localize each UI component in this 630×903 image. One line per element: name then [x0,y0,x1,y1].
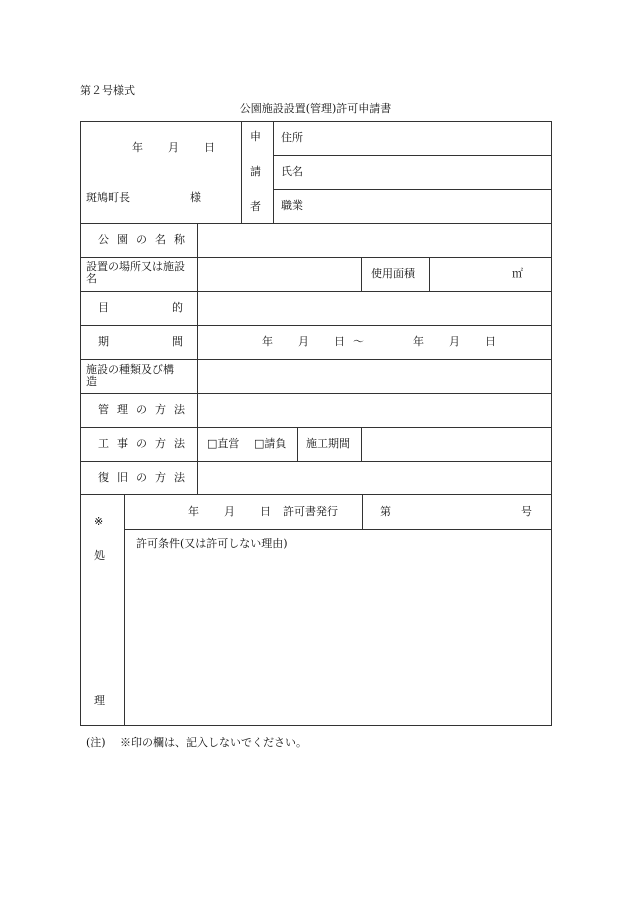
issue-day: 日 [260,505,271,518]
period-start-month: 月 [298,335,309,348]
issue-year: 年 [188,505,199,518]
office-side-char: 理 [94,694,105,707]
period-end-month: 月 [449,335,460,348]
applicant-label-char: 請 [250,165,261,178]
divider [273,121,274,223]
divider [361,427,362,462]
divider [273,155,552,156]
office-use-mark: ※ [94,515,104,528]
addressee-name: 斑鳩町長 [86,191,130,204]
table-border-left [80,121,81,726]
restoration-label-char: 方 [155,471,166,484]
table-border-right [551,121,552,726]
park-name-label-char: 公 [98,233,109,246]
addressee-honorific: 様 [190,191,201,204]
applicant-name-label: 氏名 [281,165,303,178]
facility-type-label: 施設の種類及び構造 [86,363,174,388]
divider [80,359,552,360]
divider [124,494,125,726]
date-year: 年 [132,141,143,154]
office-side-char: 処 [94,549,105,562]
divider [197,223,198,495]
divider [80,461,552,462]
restoration-label-char: 復 [98,471,109,484]
purpose-label-char: 的 [172,301,183,314]
period-start-day: 日 [334,335,345,348]
period-label-char: 期 [98,335,109,348]
permit-number-prefix: 第 [380,505,391,518]
restoration-label-char: の [136,471,147,484]
construction-period-label: 施工期間 [306,437,350,450]
divider [80,427,552,428]
construction-label-char: 工 [98,437,109,450]
period-start-year: 年 [262,335,273,348]
date-month: 月 [168,141,179,154]
divider [80,291,552,292]
construction-label-char: 事 [117,437,128,450]
applicant-occupation-label: 職業 [281,199,303,212]
divider [241,121,242,223]
form-number: 第２号様式 [80,84,135,97]
divider [80,494,552,495]
period-tilde: ～ [353,335,364,348]
park-name-label-char: 園 [117,233,128,246]
divider [297,427,298,462]
date-day: 日 [204,141,215,154]
applicant-address-label: 住所 [281,131,303,144]
issue-month: 月 [224,505,235,518]
applicant-label-char: 申 [250,130,261,143]
divider [429,257,430,292]
divider [273,189,552,190]
divider [80,393,552,394]
management-label-char: 方 [155,403,166,416]
management-label-char: の [136,403,147,416]
restoration-label-char: 法 [174,471,185,484]
park-name-label-char: の [136,233,147,246]
park-name-label-char: 称 [174,233,185,246]
construction-label-char: の [136,437,147,450]
permit-number-suffix: 号 [521,505,532,518]
form-title: 公園施設設置(管理)許可申請書 [239,102,392,115]
permit-conditions-label: 許可条件(又は許可しない理由) [136,537,288,550]
divider [80,325,552,326]
area-label: 使用面積 [371,267,415,280]
option-direct-checkbox[interactable]: □直営 [207,437,240,450]
table-border-top [80,121,552,122]
divider [361,257,362,292]
period-end-year: 年 [413,335,424,348]
divider [80,257,552,258]
period-label-char: 間 [172,335,183,348]
issue-text: 許可書発行 [283,505,338,518]
management-label-char: 法 [174,403,185,416]
restoration-label-char: 旧 [117,471,128,484]
period-end-day: 日 [485,335,496,348]
applicant-label-char: 者 [250,200,261,213]
management-label-char: 管 [98,403,109,416]
footnote-prefix: (注) [86,736,106,749]
area-unit: ㎡ [512,267,523,280]
divider [362,494,363,530]
construction-label-char: 方 [155,437,166,450]
construction-label-char: 法 [174,437,185,450]
divider [80,223,552,224]
table-border-bottom [80,725,552,726]
divider [124,529,552,530]
park-name-label-char: 名 [155,233,166,246]
option-contract-checkbox[interactable]: □請負 [254,437,287,450]
location-label: 設置の場所又は施設名 [86,260,185,285]
footnote-text: ※印の欄は、記入しないでください。 [120,736,307,749]
purpose-label-char: 目 [98,301,109,314]
management-label-char: 理 [117,403,128,416]
